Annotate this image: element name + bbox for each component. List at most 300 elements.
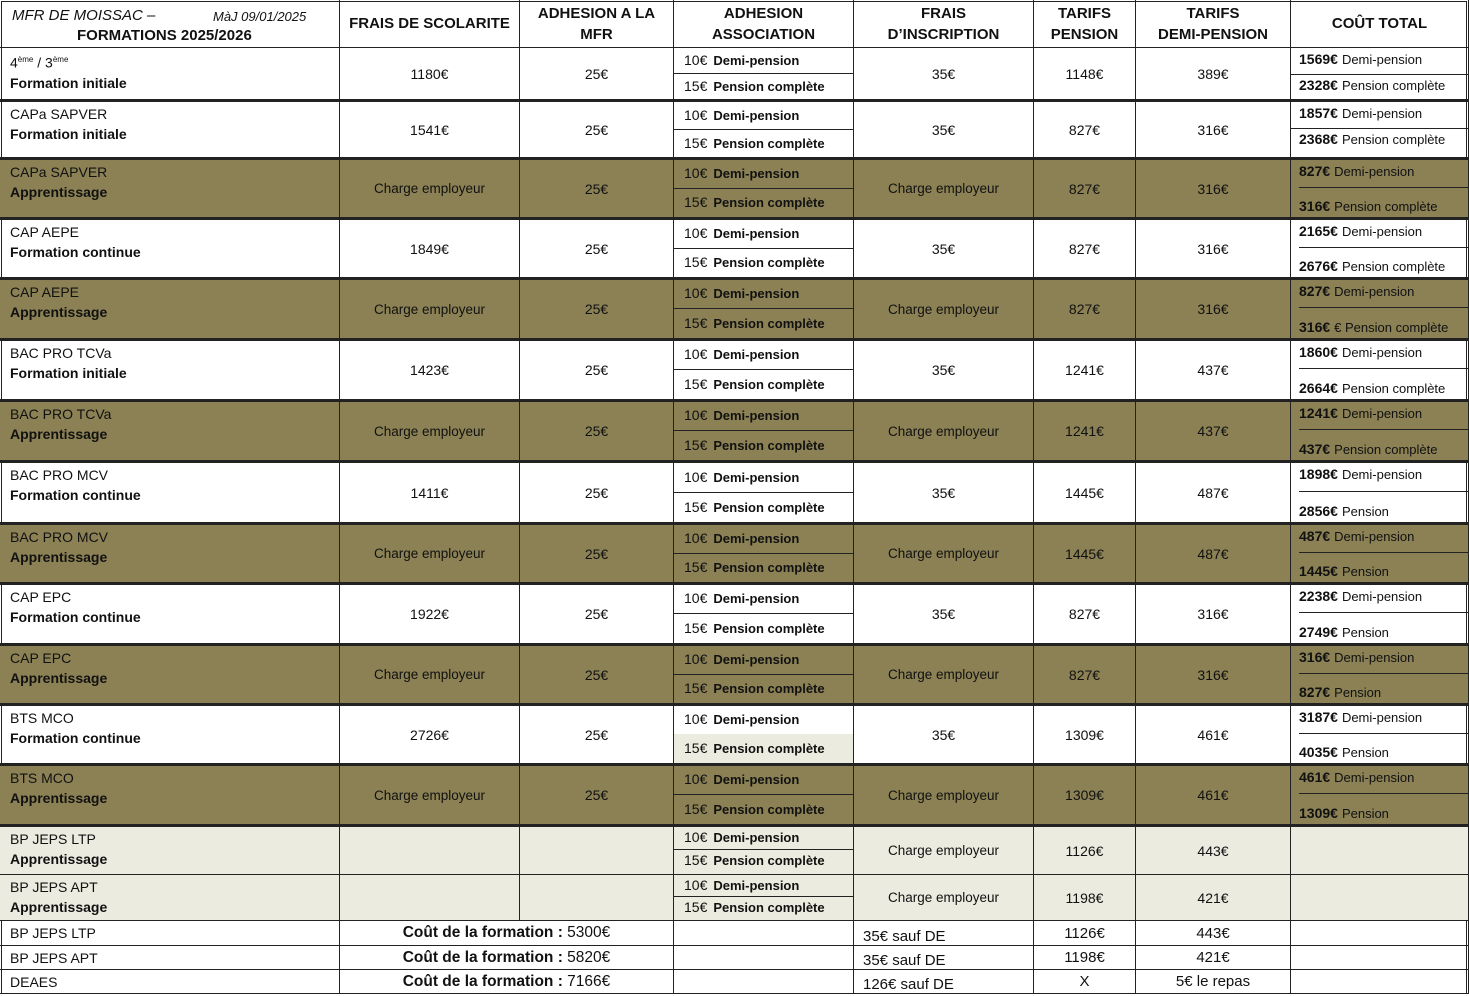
demi-pension-cell	[1136, 463, 1291, 525]
pension-cell	[1034, 970, 1136, 994]
row-subtitle: Apprentissage	[10, 304, 108, 320]
pension-cell	[1034, 585, 1136, 646]
header-inscription-line1: FRAIS	[921, 4, 966, 22]
training-cost	[340, 970, 674, 994]
scolarite-cell	[340, 525, 520, 585]
adhesion-mfr-value: 25€	[584, 362, 609, 378]
adhesion-pc-label: Pension complète	[713, 195, 825, 210]
total-dp-amount: 2238€	[1299, 588, 1338, 604]
adhesion-association-cell	[674, 766, 854, 827]
inscription-cell	[854, 280, 1034, 341]
adhesion-mfr-cell	[520, 341, 674, 402]
inscription-cell	[854, 341, 1034, 402]
adhesion-mfr-cell	[520, 220, 674, 280]
total-cell	[1291, 646, 1469, 706]
adhesion-association-cell	[674, 827, 854, 875]
adhesion-mfr-empty	[520, 827, 674, 875]
adhesion-separator	[674, 849, 853, 850]
adhesion-dp-label: Demi-pension	[713, 772, 800, 787]
association-empty	[674, 970, 854, 994]
school-title: MFR DE MOISSAC –	[12, 7, 156, 24]
total-cell	[1291, 220, 1469, 280]
adhesion-dp-amount: 10€	[684, 771, 708, 787]
inscription-cell	[854, 463, 1034, 525]
adhesion-mfr-cell	[520, 280, 674, 341]
adhesion-mfr-empty	[520, 875, 674, 921]
pension-value: 1309€	[1065, 726, 1104, 743]
pension-value: 827€	[1068, 180, 1101, 197]
total-dp-label: Demi-pension	[1334, 284, 1415, 299]
adhesion-association-cell	[674, 402, 854, 463]
row-title: CAP AEPE	[10, 284, 80, 300]
inscription-value: 35€ sauf DE	[863, 952, 946, 969]
total-separator	[1299, 552, 1468, 553]
adhesion-dp-amount: 10€	[684, 346, 708, 362]
total-pc-label: Pension	[1341, 504, 1389, 519]
row-subtitle: Apprentissage	[10, 790, 108, 806]
pension-cell	[1034, 525, 1136, 585]
total-demi-pension	[1299, 709, 1422, 725]
total-pension	[1299, 684, 1381, 700]
total-pension	[1299, 805, 1389, 821]
pension-cell	[1034, 646, 1136, 706]
inscription-cell	[854, 48, 1034, 102]
total-dp-label: Demi-pension	[1334, 529, 1415, 544]
total-pc-label: Pension	[1341, 745, 1389, 760]
row-title: BAC PRO MCV	[10, 467, 109, 483]
total-pension	[1299, 563, 1389, 579]
header-adhesion-mfr-line2: MFR	[580, 25, 613, 43]
demi-pension-value: 316€	[1197, 301, 1229, 317]
scolarite-cell	[340, 646, 520, 706]
header-adhesion-asso	[674, 0, 854, 48]
adhesion-mfr-value: 25€	[584, 606, 609, 622]
training-cost-label: Coût de la formation : 7166€	[402, 972, 611, 990]
total-dp-label: Demi-pension	[1341, 224, 1423, 239]
total-demi-pension	[1299, 51, 1422, 67]
header-demi-pension	[1136, 0, 1291, 48]
total-pension	[1299, 624, 1389, 640]
scolarite-value: 1541€	[410, 121, 449, 138]
adhesion-pc-amount: 15€	[684, 680, 708, 696]
adhesion-demi-pension	[684, 590, 799, 606]
pension-cell	[1034, 921, 1136, 946]
row-label	[0, 585, 340, 646]
demi-pension-cell	[1136, 827, 1291, 875]
row-label	[0, 280, 340, 341]
demi-pension-cell	[1136, 646, 1291, 706]
total-pension	[1299, 441, 1438, 457]
inscription-value: 35€	[931, 362, 956, 378]
total-pc-amount: 2368€	[1299, 131, 1338, 147]
adhesion-mfr-cell	[520, 463, 674, 525]
adhesion-dp-amount: 10€	[684, 877, 708, 893]
row-subtitle: Formation initiale	[10, 126, 127, 142]
adhesion-dp-amount: 10€	[684, 651, 708, 667]
total-pension	[1299, 744, 1389, 760]
total-dp-label: Demi-pension	[1334, 770, 1415, 785]
total-pc-label: Pension complète	[1341, 132, 1446, 147]
adhesion-pc-amount: 15€	[684, 740, 708, 756]
total-pc-label: Pension complète	[1334, 442, 1438, 457]
row-subtitle: Formation initiale	[10, 365, 127, 381]
inscription-value: 126€ sauf DE	[863, 976, 954, 993]
adhesion-dp-amount: 10€	[684, 52, 708, 68]
adhesion-association-cell	[674, 585, 854, 646]
total-separator	[1299, 368, 1468, 369]
total-pc-amount: 2676€	[1299, 258, 1338, 274]
adhesion-demi-pension	[684, 52, 799, 68]
adhesion-dp-label: Demi-pension	[713, 712, 800, 727]
total-pc-label: € Pension complète	[1334, 320, 1449, 335]
inscription-cell	[854, 585, 1034, 646]
adhesion-separator	[674, 674, 853, 675]
adhesion-pc-amount: 15€	[684, 499, 708, 515]
scolarite-value: Charge employeur	[373, 301, 486, 317]
demi-pension-cell	[1136, 921, 1291, 946]
formations-year: FORMATIONS 2025/2026	[77, 27, 252, 44]
row-title: BAC PRO TCVa	[10, 406, 112, 422]
pension-value: 1126€	[1064, 924, 1105, 942]
adhesion-separator	[674, 308, 853, 309]
total-separator	[1299, 612, 1468, 613]
adhesion-pc-amount: 15€	[684, 194, 708, 210]
pension-value: 827€	[1068, 301, 1101, 317]
demi-pension-cell	[1136, 766, 1291, 827]
adhesion-dp-label: Demi-pension	[713, 166, 800, 181]
inscription-cell	[854, 921, 1034, 946]
adhesion-pension-complete	[684, 437, 825, 453]
adhesion-mfr-value: 25€	[584, 301, 609, 317]
adhesion-demi-pension	[684, 285, 799, 301]
adhesion-dp-amount: 10€	[684, 225, 708, 241]
row-subtitle: Apprentissage	[10, 899, 108, 915]
scolarite-value: 1180€	[410, 65, 449, 82]
scolarite-cell	[340, 341, 520, 402]
scolarite-value: Charge employeur	[373, 787, 486, 803]
inscription-cell	[854, 827, 1034, 875]
total-pension	[1299, 380, 1445, 396]
total-demi-pension	[1299, 528, 1414, 544]
demi-pension-cell	[1136, 585, 1291, 646]
total-pension	[1299, 131, 1445, 147]
total-empty	[1291, 946, 1469, 970]
adhesion-pc-label: Pension complète	[713, 802, 825, 817]
adhesion-pc-amount: 15€	[684, 135, 708, 151]
total-separator	[1291, 74, 1468, 75]
demi-pension-value: 316€	[1197, 240, 1229, 257]
demi-pension-value: 437€	[1197, 423, 1229, 439]
total-pc-amount: 2664€	[1299, 380, 1338, 396]
pension-cell	[1034, 766, 1136, 827]
pension-cell	[1034, 160, 1136, 220]
inscription-value: 35€	[931, 240, 956, 257]
total-separator	[1299, 429, 1468, 430]
total-pc-amount: 316€	[1299, 198, 1331, 214]
row-title: BP JEPS LTP	[10, 925, 96, 941]
total-dp-label: Demi-pension	[1341, 467, 1423, 482]
inscription-value: Charge employeur	[887, 301, 1000, 317]
inscription-cell	[854, 220, 1034, 280]
total-demi-pension	[1299, 649, 1414, 665]
adhesion-dp-amount: 10€	[684, 469, 708, 485]
adhesion-pc-amount: 15€	[684, 899, 708, 915]
training-cost-value: 5820€	[567, 948, 611, 966]
adhesion-mfr-value: 25€	[584, 423, 609, 439]
pension-value: X	[1079, 973, 1090, 990]
adhesion-demi-pension	[684, 530, 799, 546]
header-inscription	[854, 0, 1034, 48]
demi-pension-value: 316€	[1197, 121, 1229, 138]
adhesion-pc-label: Pension complète	[713, 79, 825, 94]
inscription-value: Charge employeur	[887, 890, 1000, 905]
association-empty	[674, 921, 854, 946]
adhesion-mfr-value: 25€	[584, 240, 609, 257]
total-separator	[1299, 187, 1468, 188]
row-subtitle: Formation continue	[10, 244, 141, 260]
adhesion-mfr-cell	[520, 646, 674, 706]
inscription-cell	[854, 970, 1034, 994]
demi-pension-cell	[1136, 875, 1291, 921]
row-label	[0, 921, 340, 946]
scolarite-value: 1922€	[410, 606, 449, 622]
adhesion-dp-label: Demi-pension	[713, 347, 800, 362]
pension-cell	[1034, 280, 1136, 341]
adhesion-pension-complete	[684, 78, 825, 94]
header-adhesion-asso-line1: ADHESION	[723, 4, 804, 22]
adhesion-association-cell	[674, 463, 854, 525]
total-pc-label: Pension complète	[1341, 381, 1446, 396]
adhesion-separator	[674, 613, 853, 614]
adhesion-separator	[674, 248, 853, 249]
scolarite-cell	[340, 48, 520, 102]
header-demi-line2: DEMI-PENSION	[1157, 25, 1268, 43]
adhesion-association-cell	[674, 160, 854, 220]
total-pension	[1299, 503, 1389, 519]
total-demi-pension	[1299, 466, 1422, 482]
total-pc-label: Pension	[1341, 625, 1389, 640]
pension-cell	[1034, 463, 1136, 525]
adhesion-pension-complete	[684, 315, 825, 331]
row-subtitle: Apprentissage	[10, 670, 108, 686]
total-pc-amount: 2856€	[1299, 503, 1338, 519]
inscription-value: Charge employeur	[887, 667, 1000, 682]
row-title: BTS MCO	[10, 770, 74, 786]
inscription-cell	[854, 706, 1034, 766]
adhesion-mfr-value: 25€	[584, 65, 609, 82]
total-pc-amount: 2749€	[1299, 624, 1338, 640]
scolarite-empty	[340, 827, 520, 875]
total-demi-pension	[1299, 105, 1422, 121]
header-title-cell	[0, 0, 340, 48]
inscription-value: Charge employeur	[887, 843, 1000, 858]
row-label	[0, 646, 340, 706]
scolarite-value: Charge employeur	[373, 546, 486, 561]
total-demi-pension	[1299, 283, 1414, 299]
scolarite-value: 1411€	[410, 484, 449, 501]
row-label	[0, 341, 340, 402]
adhesion-pc-amount: 15€	[684, 852, 708, 868]
total-dp-label: Demi-pension	[1341, 406, 1423, 421]
inscription-cell	[854, 402, 1034, 463]
total-dp-amount: 461€	[1299, 769, 1331, 785]
adhesion-association-cell	[674, 646, 854, 706]
inscription-cell	[854, 160, 1034, 220]
adhesion-dp-amount: 10€	[684, 711, 708, 727]
adhesion-mfr-cell	[520, 585, 674, 646]
total-separator	[1299, 307, 1468, 308]
adhesion-dp-label: Demi-pension	[713, 408, 800, 423]
adhesion-mfr-cell	[520, 160, 674, 220]
row-label	[0, 160, 340, 220]
total-demi-pension	[1299, 163, 1414, 179]
demi-pension-value: 461€	[1197, 726, 1229, 743]
adhesion-demi-pension	[684, 407, 799, 423]
adhesion-pc-label: Pension complète	[713, 316, 825, 331]
row-label	[0, 970, 340, 994]
pension-cell	[1034, 102, 1136, 160]
scolarite-cell	[340, 585, 520, 646]
header-inscription-line2: D’INSCRIPTION	[887, 25, 1000, 43]
pension-value: 827€	[1068, 121, 1101, 138]
demi-pension-value: 421€	[1197, 889, 1229, 906]
total-cell	[1291, 280, 1469, 341]
row-subtitle: Formation initiale	[10, 74, 127, 91]
inscription-value: Charge employeur	[887, 181, 1000, 196]
adhesion-mfr-cell	[520, 766, 674, 827]
pension-value: 1198€	[1065, 889, 1104, 906]
pension-cell	[1034, 706, 1136, 766]
scolarite-cell	[340, 280, 520, 341]
adhesion-pension-complete	[684, 194, 825, 210]
header-scolarite	[340, 0, 520, 48]
adhesion-mfr-value: 25€	[584, 787, 609, 803]
header-scolarite-label: FRAIS DE SCOLARITE	[349, 15, 510, 32]
pension-value: 1445€	[1065, 484, 1104, 501]
row-title: BP JEPS APT	[10, 950, 98, 966]
adhesion-dp-label: Demi-pension	[713, 652, 800, 667]
adhesion-pension-complete	[684, 852, 825, 868]
adhesion-pc-amount: 15€	[684, 315, 708, 331]
adhesion-association-cell	[674, 280, 854, 341]
total-demi-pension	[1299, 405, 1422, 421]
total-dp-label: Demi-pension	[1334, 650, 1415, 665]
row-label	[0, 463, 340, 525]
adhesion-association-cell	[674, 706, 854, 766]
training-cost	[340, 946, 674, 970]
pension-cell	[1034, 402, 1136, 463]
row-title: 4ème / 3ème	[10, 54, 69, 71]
total-dp-label: Demi-pension	[1341, 106, 1423, 121]
adhesion-pension-complete	[684, 740, 825, 756]
adhesion-pc-amount: 15€	[684, 254, 708, 270]
row-label	[0, 220, 340, 280]
pension-value: 827€	[1068, 666, 1101, 683]
adhesion-dp-label: Demi-pension	[713, 470, 800, 485]
total-separator	[1299, 247, 1468, 248]
adhesion-association-cell	[674, 102, 854, 160]
row-title: DEAES	[10, 974, 58, 990]
adhesion-dp-label: Demi-pension	[713, 286, 800, 301]
adhesion-dp-amount: 10€	[684, 530, 708, 546]
total-separator	[1299, 491, 1468, 492]
row-title: BTS MCO	[10, 710, 74, 726]
adhesion-association-cell	[674, 220, 854, 280]
inscription-cell	[854, 646, 1034, 706]
header-pension	[1034, 0, 1136, 48]
adhesion-pc-label: Pension complète	[713, 900, 825, 915]
row-label	[0, 875, 340, 921]
adhesion-pc-label: Pension complète	[713, 500, 825, 515]
total-cell	[1291, 766, 1469, 827]
total-separator	[1299, 673, 1468, 674]
total-empty	[1291, 970, 1469, 994]
pension-value: 1126€	[1065, 842, 1104, 859]
adhesion-pc-amount: 15€	[684, 620, 708, 636]
row-subtitle: Apprentissage	[10, 426, 108, 442]
scolarite-value: Charge employeur	[373, 667, 486, 682]
demi-pension-value: 421€	[1196, 949, 1230, 966]
demi-pension-cell	[1136, 341, 1291, 402]
adhesion-pc-label: Pension complète	[713, 560, 825, 575]
row-title: CAP EPC	[10, 650, 72, 666]
total-pc-label: Pension complète	[1341, 78, 1446, 93]
scolarite-cell	[340, 402, 520, 463]
pension-value: 1309€	[1065, 787, 1104, 803]
inscription-value: 35€	[931, 606, 956, 622]
total-demi-pension	[1299, 344, 1422, 360]
total-cell	[1291, 160, 1469, 220]
adhesion-demi-pension	[684, 829, 799, 845]
adhesion-separator	[674, 129, 853, 130]
adhesion-pc-label: Pension complète	[713, 255, 825, 270]
adhesion-dp-label: Demi-pension	[713, 878, 800, 893]
inscription-value: Charge employeur	[887, 423, 1000, 439]
demi-pension-cell	[1136, 160, 1291, 220]
total-pc-label: Pension complète	[1334, 199, 1438, 214]
update-note: MàJ 09/01/2025	[213, 9, 307, 24]
pension-cell	[1034, 946, 1136, 970]
adhesion-dp-amount: 10€	[684, 407, 708, 423]
total-pc-amount: 1445€	[1299, 563, 1338, 579]
total-pension	[1299, 198, 1438, 214]
total-demi-pension	[1299, 223, 1422, 239]
total-cell	[1291, 341, 1469, 402]
adhesion-mfr-cell	[520, 706, 674, 766]
total-pc-label: Pension	[1334, 685, 1382, 700]
inscription-value: 35€	[931, 65, 956, 82]
pension-cell	[1034, 48, 1136, 102]
total-dp-amount: 1857€	[1299, 105, 1338, 121]
adhesion-pc-amount: 15€	[684, 78, 708, 94]
row-label	[0, 827, 340, 875]
row-subtitle: Formation continue	[10, 487, 141, 503]
adhesion-separator	[674, 430, 853, 431]
demi-pension-cell	[1136, 280, 1291, 341]
adhesion-dp-amount: 10€	[684, 829, 708, 845]
total-dp-label: Demi-pension	[1341, 710, 1423, 725]
training-cost-value: 5300€	[567, 924, 611, 941]
demi-pension-cell	[1136, 48, 1291, 102]
row-subtitle: Apprentissage	[10, 851, 108, 867]
adhesion-dp-amount: 10€	[684, 590, 708, 606]
adhesion-pension-complete	[684, 680, 825, 696]
demi-pension-value: 437€	[1197, 362, 1229, 378]
row-label	[0, 946, 340, 970]
adhesion-demi-pension	[684, 711, 799, 727]
inscription-value: Charge employeur	[887, 787, 1000, 803]
inscription-value: 35€	[931, 121, 956, 138]
